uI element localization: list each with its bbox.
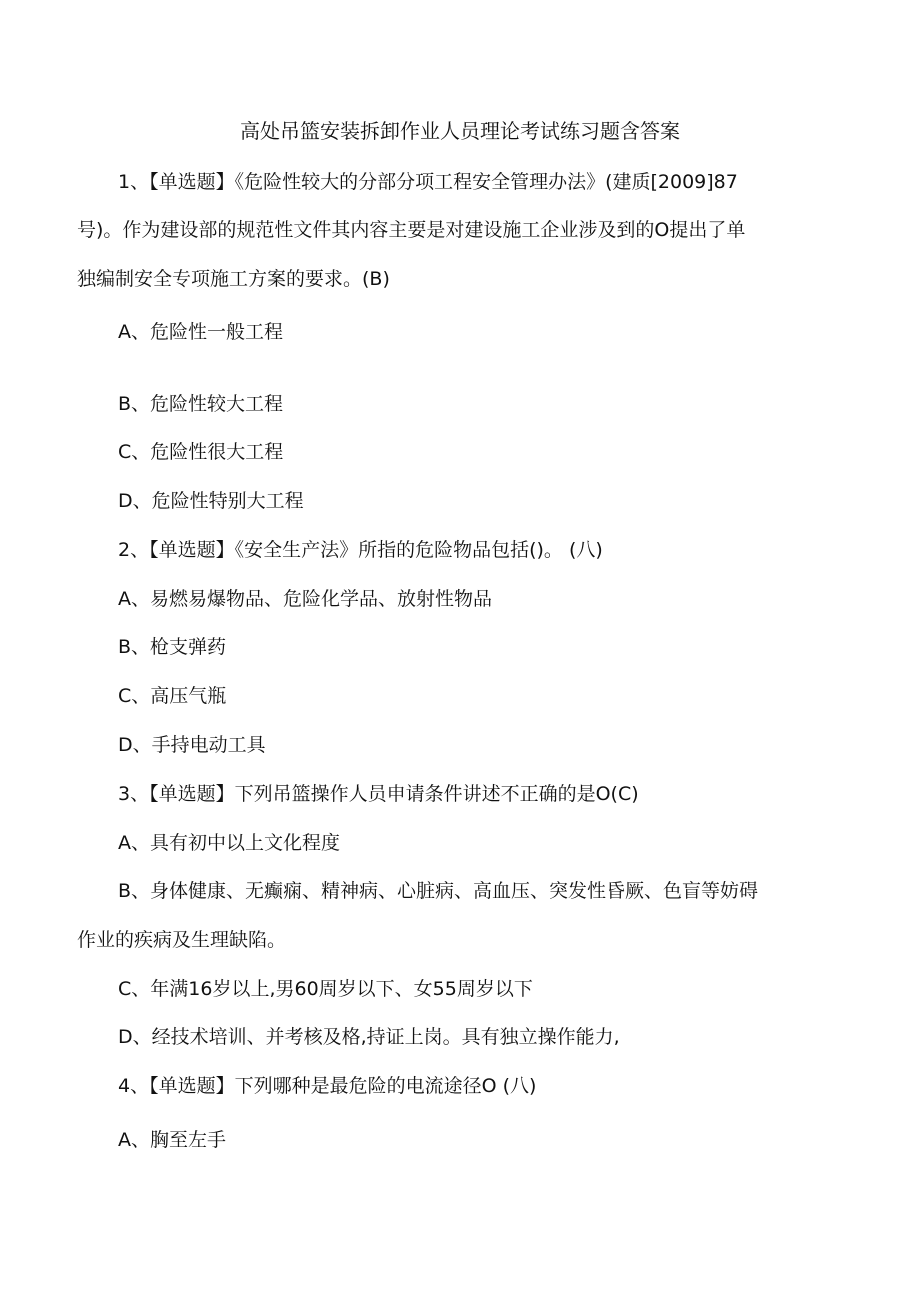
question-2-line-1: 2、【单选题】《安全生产法》所指的危险物品包括()。 (八) bbox=[118, 539, 603, 561]
question-3-option-b-line-2: 作业的疾病及生理缺陷。 bbox=[77, 929, 287, 951]
question-3-option-a: A、具有初中以上文化程度 bbox=[118, 832, 340, 854]
question-4-option-a: A、胸至左手 bbox=[118, 1129, 226, 1151]
question-2-option-b: B、枪支弹药 bbox=[118, 636, 227, 658]
question-2-option-d: D、手持电动工具 bbox=[118, 734, 266, 756]
question-1-option-b: B、危险性较大工程 bbox=[118, 393, 284, 415]
question-1-line-3: 独编制安全专项施工方案的要求。(B) bbox=[77, 268, 390, 290]
question-3-line-1: 3、【单选题】下列吊篮操作人员申请条件讲述不正确的是O(C) bbox=[118, 783, 639, 805]
question-3-option-d: D、经技术培训、并考核及格,持证上岗。具有独立操作能力, bbox=[118, 1026, 620, 1048]
question-2-option-c: C、高压气瓶 bbox=[118, 685, 227, 707]
question-1-option-c: C、危险性很大工程 bbox=[118, 441, 284, 463]
question-4-line-1: 4、【单选题】下列哪种是最危险的电流途径O (八) bbox=[118, 1075, 537, 1097]
question-1-line-2: 号)。作为建设部的规范性文件其内容主要是对建设施工企业涉及到的O提出了单 bbox=[77, 219, 746, 241]
question-1-line-1: 1、【单选题】《危险性较大的分部分项工程安全管理办法》(建质[2009]87 bbox=[118, 171, 738, 193]
question-2-option-a: A、易燃易爆物品、危险化学品、放射性物品 bbox=[118, 588, 492, 610]
question-1-option-d: D、危险性特别大工程 bbox=[118, 490, 304, 512]
question-3-option-b-line-1: B、身体健康、无癫痫、精神病、心脏病、高血压、突发性昏厥、色盲等妨碍 bbox=[118, 880, 759, 902]
question-1-option-a: A、危险性一般工程 bbox=[118, 321, 283, 343]
document-title: 高处吊篮安装拆卸作业人员理论考试练习题含答案 bbox=[240, 119, 680, 143]
question-3-option-c: C、年满16岁以上,男60周岁以下、女55周岁以下 bbox=[118, 978, 533, 1000]
